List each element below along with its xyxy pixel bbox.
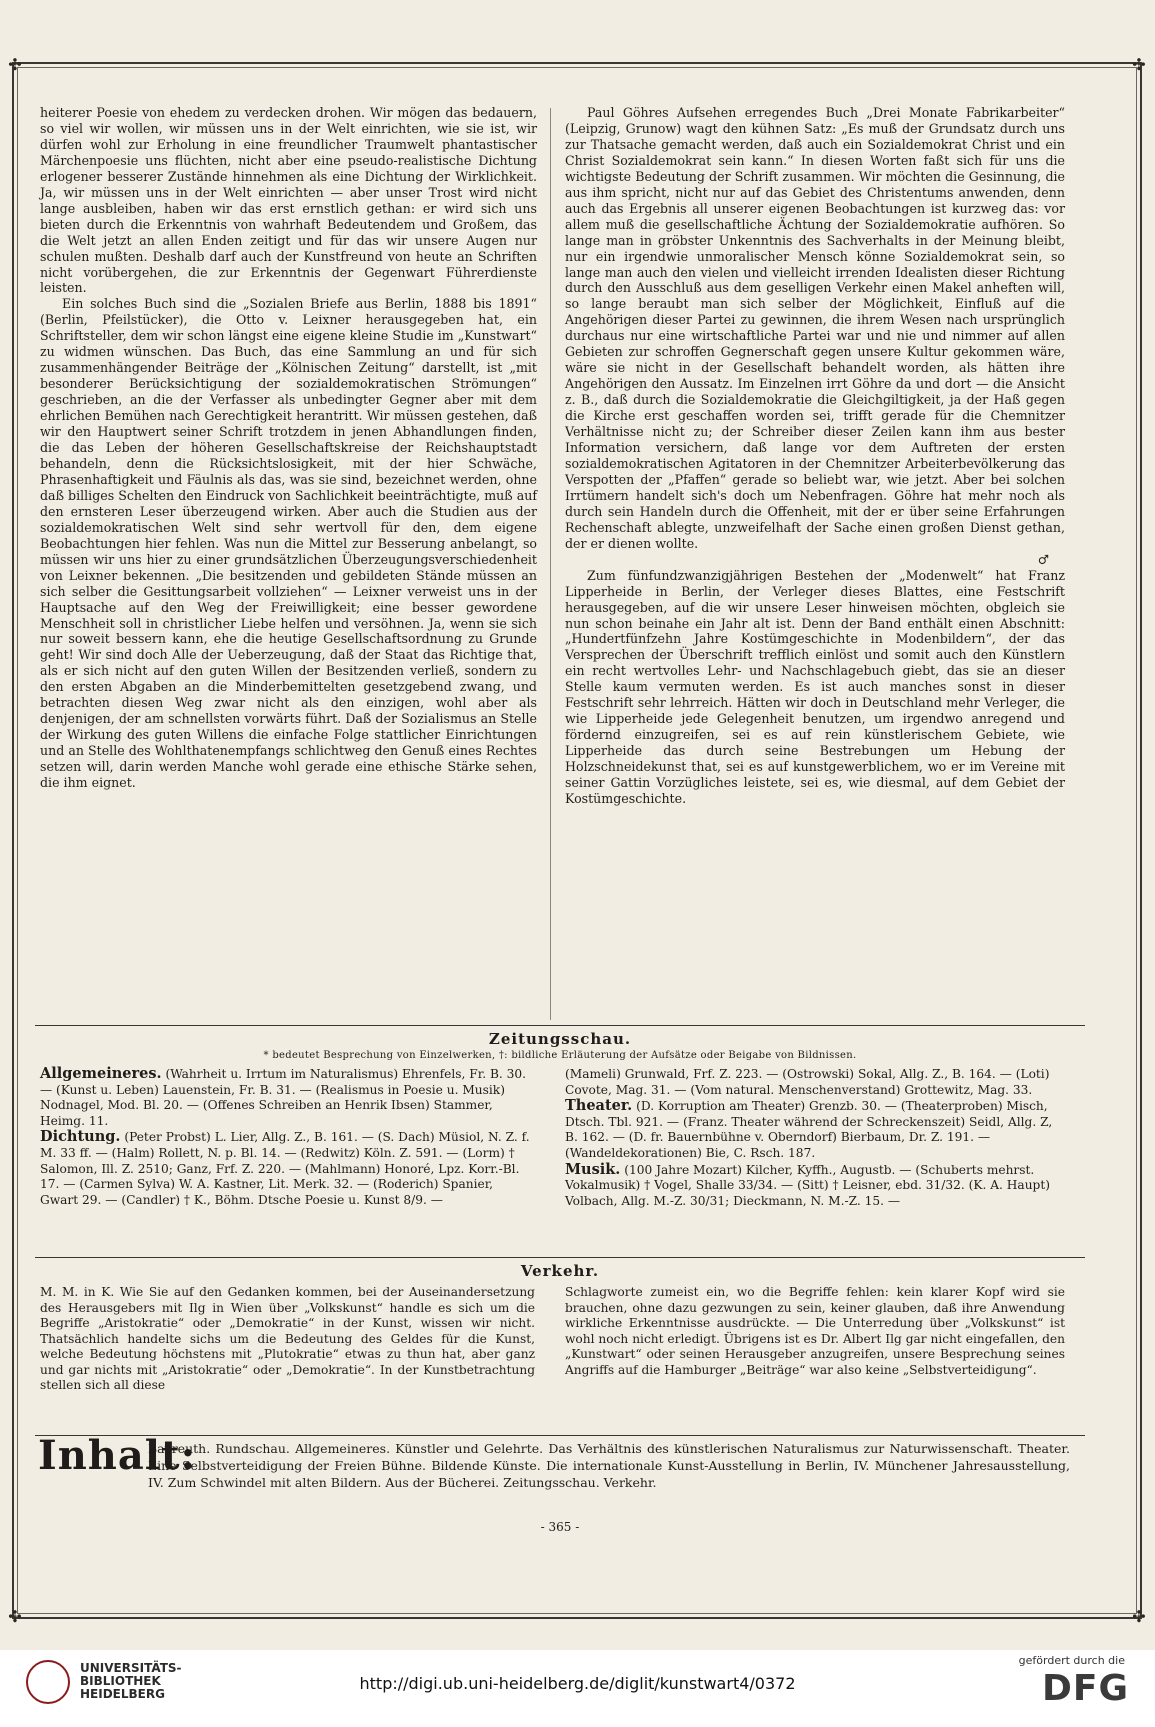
corner-ornament-icon: ✣ bbox=[8, 1607, 22, 1626]
entry-heading: Allgemeineres. bbox=[40, 1065, 162, 1082]
inhalt-label: Inhalt: bbox=[38, 1432, 197, 1479]
entry-heading: Musik. bbox=[565, 1160, 621, 1178]
page-number: - 365 - bbox=[540, 1520, 580, 1534]
paragraph: heiterer Poesie von ehedem zu verdecken drohen. Wir mögen das bedauern, so viel wir wollen, wir müssen uns in der Welt einrichten, wie sie ist, wir dürfen wohl zur Erholung in eine freundlicher Traumwelt phantastischer Märchenpoesie uns flüchten, nicht aber eine pseudo-realistische Dichtung erlogener besserer Zustände hinnehmen als eine Dichtung der Wirklichkeit. Ja, wir müssen uns in der Welt einrichten — aber unser Trost wird nicht lange ausbleiben, haben wir das erst ernstlich gethan: er wird sich uns bieten durch die Erkenntnis von wahrhaft Bedeutendem und Großem, das die Welt jetzt an allen Enden zeitigt und für das wir unsere Augen nur schulen mußten. Deshalb darf auch der Kunstfreund von heute an Schriften nicht vorübergehen, die zur Erkenntnis der Gegenwart Führerdienste leisten. bbox=[40, 105, 537, 296]
zeitungsschau-entry bbox=[40, 1066, 535, 1129]
page-content bbox=[30, 100, 1120, 1630]
inhalt-text: Bayreuth. Rundschau. Allgemeineres. Künstler und Gelehrte. Das Verhältnis des künstlerischen Naturalismus zur Naturwissenschaft. Theater. Eine Selbstverteidigung der Freien Bühne. Bildende Künste. Die internationale Kunst-Ausstellung in Berlin, IV. Münchener Jahresausstellung, IV. Zum Schwindel mit alten Bildern. Aus der Bücherei. Zeitungsschau. Verkehr. bbox=[148, 1441, 1070, 1490]
verkehr-left bbox=[40, 1285, 535, 1394]
funding-caption: gefördert durch die bbox=[1018, 1654, 1125, 1667]
zeitungsschau-entry bbox=[565, 1162, 1065, 1210]
zeitungsschau-entry bbox=[565, 1098, 1065, 1161]
zeitungsschau-entry bbox=[565, 1066, 1065, 1098]
corner-ornament-icon: ✣ bbox=[8, 55, 22, 74]
section-rule bbox=[35, 1025, 1085, 1026]
paragraph: Ein solches Buch sind die „Sozialen Briefe aus Berlin, 1888 bis 1891“ (Berlin, Pfeilstücker), die Otto v. Leixner herausgegeben hat, ein Schriftsteller, dem wir schon längst eine eigene kleine Studie im „Kunstwart“ zu widmen wünschen. Das Buch, das eine Sammlung an und für sich zusammenhängender Beiträge der „Kölnischen Zeitung“ darstellt, ist „mit besonderer Berücksichtigung der sozialdemokratischen Strömungen“ geschrieben, an die der Verfasser als unbedingter Gegner aber mit dem ehrlichen Bemühen nach Gerechtigkeit herantritt. Wir müssen gestehen, daß wir den Hauptwert seiner Schrift trotzdem in jenen Abhandlungen finden, die das Leben der höheren Gesellschaftskreise der Reichshauptstadt behandeln, denn die Rücksichtslosigkeit, mit der hier Schwäche, Phrasenhaftigkeit und Fäulnis als das, was sie sind, bezeichnet werden, ohne daß billiges Schelten den Eindruck von Sachlichkeit beeinträchtigte, muß auf den ernsteren Leser überzeugend wirken. Aber auch die Studien aus der sozialdemokratischen Welt sind sehr wertvoll für den, dem eigene Beobachtungen hier fehlen. Was nun die Mittel zur Besserung anbelangt, so müssen wir uns hier zu einer grundsätzlichen Überzeugungsverschiedenheit von Leixner bekennen. „Die besitzenden und gebildeten Stände müssen an sich selber die Gesittungsarbeit vollziehen“ — Leixner verweist uns in der Hauptsache auf den Weg der Freiwilligkeit; eine besser gewordene Menschheit soll in christlicher Liebe helfen und versöhnen. Ja, wenn sie sich nur soweit bessern kann, ehe die heutige Gesellschaftsordnung zu Grunde geht! Wir sind doch Alle der Ueberzeugung, daß der Staat das Richtige that, als er sich nicht auf den guten Willen der Besitzenden verließ, sondern zu den ersten Abgaben an die Minderbemittelten gesetzgebend zwang, und betrachten diesen Weg zwar nicht als den einzigen, wohl aber als denjenigen, der am schnellsten vorwärts führt. Daß der Sozialismus an Stelle der Wirkung des guten Willens die einfache Folge stattlicher Einrichtungen und an Stelle des Wohlthatenempfangs schlichtweg den Genuß eines Rechtes setzen will, darin werden Manche wohl gerade eine ethische Stärke sehen, die ihm eignet. bbox=[40, 296, 537, 791]
paragraph: M. M. in K. Wie Sie auf den Gedanken kommen, bei der Auseinandersetzung des Herausgebers mit Ilg in Wien über „Volkskunst“ handle es sich um die Begriffe „Aristokratie“ oder „Demokratie“ in der Kunst, wissen wir nicht. Thatsächlich handelte sichs um die Bedeutung des Geldes für die Kunst, welche Bedeutung höchstens mit „Plutokratie“ etwas zu thun hat, aber ganz und gar nichts mit „Aristokratie“ oder „Demokratie“. In der Kunstbetrachtung stellen sich all diese bbox=[40, 1285, 535, 1392]
male-symbol-icon: ♂ bbox=[1037, 551, 1049, 567]
entry-text: (Peter Probst) L. Lier, Allg. Z., B. 161. — (S. Dach) Müsiol, N. Z. f. M. 33 ff. — (Halm) Rollett, N. p. Bl. 14. — (Redwitz) Köln. Z. 591. — (Lorm) † Salomon, Ill. Z. 2510; Ganz, Frf. Z. 220. — (Mahlmann) Honoré, Lpz. Korr.-Bl. 17. — (Carmen Sylva) W. A. Kastner, Lit. Merk. 32. — (Roderich) Spanier, Gwart 29. — (Candler) † K., Böhm. Dtsche Poesie u. Kunst 8/9. — bbox=[40, 1130, 530, 1207]
entry-text: (100 Jahre Mozart) Kilcher, Kyffh., Augustb. — (Schuberts mehrst. Vokalmusik) † Vogel, Shalle 33/34. — (Sitt) † Leisner, ebd. 31/32. (K. A. Haupt) Volbach, Allg. M.-Z. 30/31; Dieckmann, N. M.-Z. 15. — bbox=[565, 1162, 1051, 1208]
source-url[interactable]: http://digi.ub.uni-heidelberg.de/diglit/kunstwart4/0372 bbox=[359, 1674, 796, 1693]
paragraph: Paul Göhres Aufsehen erregendes Buch „Drei Monate Fabrikarbeiter“ (Leipzig, Grunow) wagt den kühnen Satz: „Es muß der Grundsatz durch uns zur Thatsache gemacht werden, daß auch ein Sozialdemokrat Christ und ein Christ Sozialdemokrat sein kann.“ In diesen Worten faßt sich für uns die wichtigste Bedeutung der Schrift zusammen. Wir möchten die Gesinnung, die aus ihm spricht, nicht nur auf das Gebiet des Christentums anwenden, denn auch das Ergebnis all unserer eigenen Beobachtungen ist kurzweg das: vor allem muß die gesellschaftliche Ächtung der Sozialdemokratie aufhören. So lange man in gröbster Unkenntnis des Sachverhalts in der Meinung bleibt, nur ein irgendwie unmoralischer Mensch könne Sozialdemokrat sein, so lange man auch den vielen und vielleicht irrenden Idealisten dieser Richtung durch den Ausschluß aus dem geselligen Verkehr einen Makel anheften will, so lange beraubt man sich selber der Möglichkeit, Einfluß auf die Angehörigen dieser Partei zu gewinnen, die ihrem Wesen nach ursprünglich durchaus nur eine wirtschaftliche Partei war und nie und nimmer auf allen Gebieten zur schroffen Gegnerschaft gegen unsere Kultur gekommen wäre, wäre sie nicht in der Gesellschaft behandelt worden, als hätten ihre Angehörigen den Aussatz. Im Einzelnen irrt Göhre da und dort — die Ansicht z. B., daß durch die Sozialdemokratie die Gleichgiltigkeit, ja der Haß gegen die Kirche erst geschaffen worden sei, trifft gerade für die Chemnitzer Verhältnisse nicht zu; der Schreiber dieser Zeilen kann ihm aus bester Information versichern, daß lange vor dem Auftreten der ersten sozialdemokratischen Agitatoren in der Chemnitzer Arbeiterbevölkerung das Verspotten der „Pfaffen“ gerade so beliebt war, wie jetzt. Aber bei solchen Irrtümern handelt sich's doch um Nebenfragen. Göhre hat mehr noch als durch sein Handeln durch die Offenheit, mit der er über seine Erfahrungen Rechenschaft ablegte, unzweifelhaft der Sache einen großen Dienst gethan, der er dienen wollte. bbox=[565, 105, 1065, 551]
paragraph: Schlagworte zumeist ein, wo die Begriffe fehlen: kein klarer Kopf wird sie brauchen, ohne dazu gezwungen zu sein, keiner glauben, daß ihre Anwendung wirkliche Erkenntnisse ausdrückte. — Die Unterredung über „Volkskunst“ ist wohl noch nicht erledigt. Übrigens ist es Dr. Albert Ilg gar nicht eingefallen, den „Kunstwart“ oder seinen Herausgeber anzugreifen, unsere Besprechung seines Angriffs auf die Hamburger „Beiträge“ war also keine „Selbstverteidigung“. bbox=[565, 1285, 1065, 1377]
section-rule bbox=[35, 1257, 1085, 1258]
entry-text: (Wahrheit u. Irrtum im Naturalismus) Ehrenfels, Fr. B. 30. — (Kunst u. Leben) Lauenstein, Fr. B. 31. — (Realismus in Poesie u. Musik) Nodnagel, Mod. Bl. 20. — (Offenes Schreiben an Henrik Ibsen) Stammer, Heimg. 11. bbox=[40, 1067, 527, 1128]
zeitungsschau-left bbox=[40, 1066, 535, 1208]
library-name-line: HEIDELBERG bbox=[80, 1687, 165, 1701]
zeitungsschau-legend: * bedeutet Besprechung von Einzelwerken, †: bildliche Erläuterung der Aufsätze oder Beigabe von Bildnissen. bbox=[263, 1050, 857, 1061]
library-name-line: UNIVERSITÄTS- bbox=[80, 1661, 182, 1675]
verkehr-title: Verkehr. bbox=[520, 1262, 600, 1280]
paragraph: Zum fünfundzwanzigjährigen Bestehen der „Modenwelt“ hat Franz Lipperheide in Berlin, der Verleger dieses Blattes, eine Festschrift herausgegeben, auf die wir unsere Leser hinweisen möchten, obgleich sie nun schon beinahe ein Jahr alt ist. Denn der Band enthält einen Abschnitt: „Hundertfünfzehn Jahre Kostümgeschichte in Modenbildern“, der das Versprechen der Überschrift trefflich einlöst und somit auch den Künstlern ein recht wertvolles Lehr- und Nachschlagebuch giebt, das sie an dieser Stelle kaum vermuten werden. Es ist auch manches sonst in dieser Festschrift sehr lehrreich. Hätten wir doch in Deutschland mehr Verleger, die wie Lipperheide jede Gelegenheit benutzen, um irgendwo anregend und fördernd einzugreifen, sei es auf rein künstlerischem Gebiete, wie Lipperheide das durch seine Bestrebungen um Hebung der Holzschneidekunst that, sei es auf kunstgewerblichem, wo er im Vereine mit seiner Gattin Vorzügliches leistete, sei es, wie diesmal, auf dem Gebiet der Kostümgeschichte. bbox=[565, 567, 1065, 806]
corner-ornament-icon: ✣ bbox=[1132, 1607, 1146, 1626]
corner-ornament-icon: ✣ bbox=[1132, 55, 1146, 74]
entry-heading: Dichtung. bbox=[40, 1128, 121, 1146]
entry-text: (D. Korruption am Theater) Grenzb. 30. — (Theaterproben) Misch, Dtsch. Tbl. 921. — (Franz. Theater während der Schreckenszeit) Seidl, Allg. Z, B. 162. — (D. fr. Bauernbühne v. Oberndorf) Bierbaum, Dr. Z. 191. — (Wandeldekorationen) Bie, C. Rsch. 187. bbox=[565, 1099, 1053, 1160]
library-name-line: BIBLIOTHEK bbox=[80, 1674, 161, 1688]
entry-text: (Mameli) Grunwald, Frf. Z. 223. — (Ostrowski) Sokal, Allg. Z., B. 164. — (Loti) Covote, Mag. 31. — (Vom natural. Menschenverstand) Grottewitz, Mag. 33. bbox=[565, 1067, 1050, 1097]
right-text-column bbox=[565, 105, 1065, 807]
zeitungsschau-entry bbox=[40, 1129, 535, 1208]
entry-heading: Theater. bbox=[565, 1097, 633, 1115]
left-text-column bbox=[40, 105, 537, 791]
zeitungsschau-title: Zeitungsschau. bbox=[488, 1030, 632, 1048]
column-divider bbox=[550, 108, 551, 1020]
dfg-logo: DFG bbox=[1041, 1668, 1129, 1709]
verkehr-right bbox=[565, 1285, 1065, 1378]
zeitungsschau-right bbox=[565, 1066, 1065, 1209]
